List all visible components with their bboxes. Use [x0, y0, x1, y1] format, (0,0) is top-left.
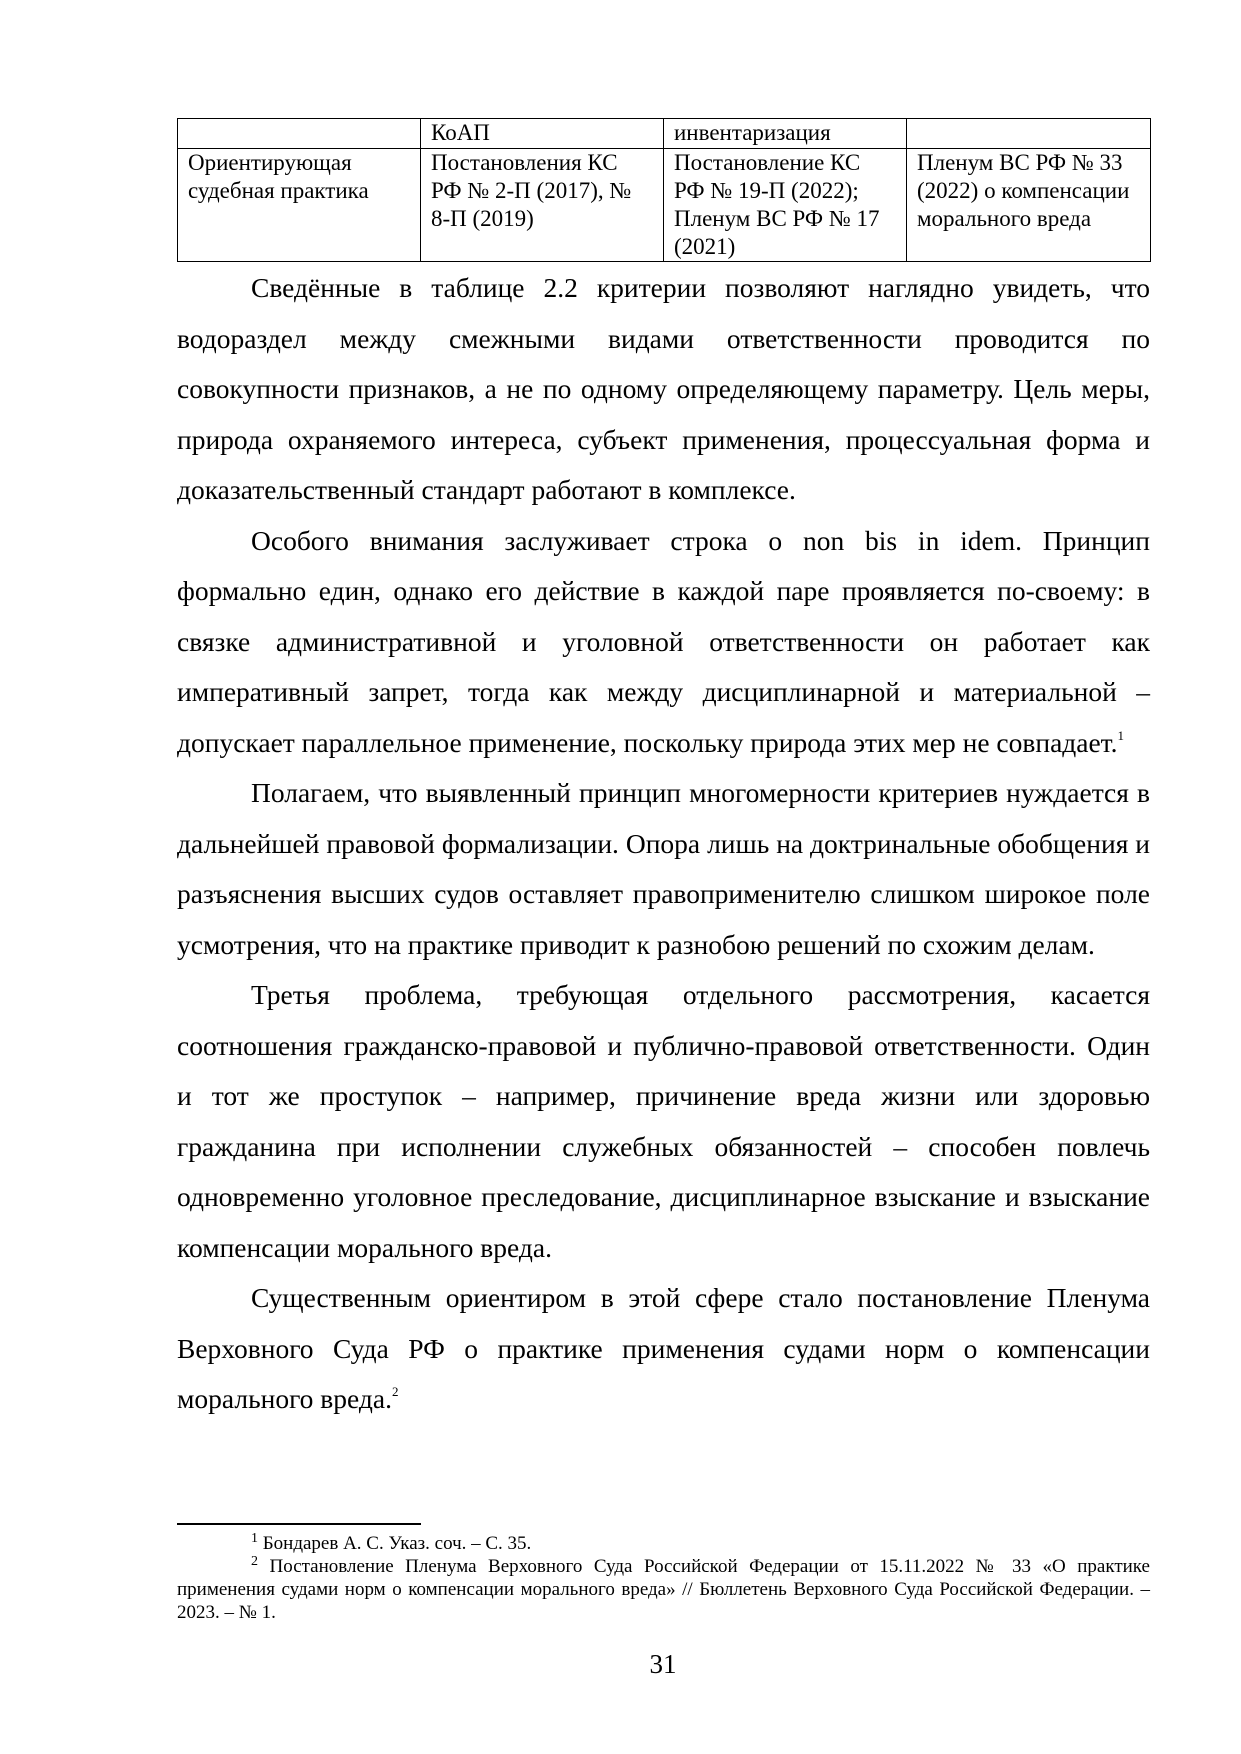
footnote	[177, 1555, 1150, 1624]
footnote	[177, 1532, 1150, 1555]
paragraph-text: Сведённые в таблице 2.2 критерии позволяют наглядно увидеть, что водораздел между смежными видами ответственности проводится по совокупности признаков, а не по одному определяющему параметру. Цель меры, природа охраняемого интереса, субъект применения, процессуальная форма и доказательственный стандарт работают в комплексе.	[177, 272, 1150, 505]
paragraph	[177, 970, 1150, 1273]
footnote-ref[interactable]: 1	[1117, 727, 1125, 743]
footnote-number: 1	[251, 1531, 258, 1546]
table-row	[178, 149, 1151, 262]
paragraph-text: Существенным ориентиром в этой сфере стало постановление Пленума Верховного Суда РФ о практике применения судами норм о компенсации морального вреда.	[177, 1282, 1150, 1414]
page-number: 31	[649, 1649, 677, 1679]
paragraph	[177, 263, 1150, 516]
table-cell: Постановления КС РФ № 2-П (2017), № 8-П (2019)	[421, 149, 664, 262]
footnote-text: Бондарев А. С. Указ. соч. – С. 35.	[262, 1533, 532, 1554]
paragraph-text: Полагаем, что выявленный принцип многомерности критериев нуждается в дальнейшей правовой формализации. Опора лишь на доктринальные обобщения и разъяснения высших судов оставляет правоприменителю слишком широкое поле усмотрения, что на практике приводит к разнобою решений по схожим делам.	[177, 777, 1150, 960]
table-cell	[907, 119, 1151, 149]
table-cell: Пленум ВС РФ № 33 (2022) о компенсации морального вреда	[907, 149, 1151, 262]
paragraph-text: Особого внимания заслуживает строка о non bis in idem. Принцип формально един, однако его действие в каждой паре проявляется по-своему: в связке административной и уголовной ответственности он работает как императивный запрет, тогда как между дисциплинарной и материальной – допускает параллельное применение, поскольку природа этих мер не совпадает.	[177, 524, 1150, 758]
table-cell: КоАП	[421, 119, 664, 149]
footnotes	[177, 1532, 1150, 1624]
footnote-ref[interactable]: 2	[391, 1384, 399, 1399]
paragraph	[177, 1273, 1150, 1425]
footnote-text: Постановление Пленума Верховного Суда Российской Федерации от 15.11.2022 № 33 «О практике применения судами норм о компенсации морального вреда» // Бюллетень Верховного Суда Российской Федерации. – 2023. – № 1.	[177, 1556, 1150, 1623]
table-cell	[178, 119, 421, 149]
table-row	[178, 119, 1151, 149]
paragraph	[177, 768, 1150, 970]
criteria-table	[177, 118, 1151, 262]
table-cell: Постановление КС РФ № 19-П (2022); Пленум ВС РФ № 17 (2021)	[664, 149, 907, 262]
table-cell: инвентаризация	[664, 119, 907, 149]
paragraph-text: Третья проблема, требующая отдельного рассмотрения, касается соотношения гражданско-правовой и публично-правовой ответственности. Один и тот же проступок – например, причинение вреда жизни или здоровью гражданина при исполнении служебных обязанностей – способен повлечь одновременно уголовное преследование, дисциплинарное взыскание и взыскание компенсации морального вреда.	[177, 979, 1150, 1263]
body-text	[177, 263, 1150, 1425]
footnote-separator	[177, 1523, 421, 1525]
table-cell: Ориентирующая судебная практика	[178, 149, 421, 262]
paragraph	[177, 516, 1150, 769]
footnote-number: 2	[251, 1554, 258, 1569]
